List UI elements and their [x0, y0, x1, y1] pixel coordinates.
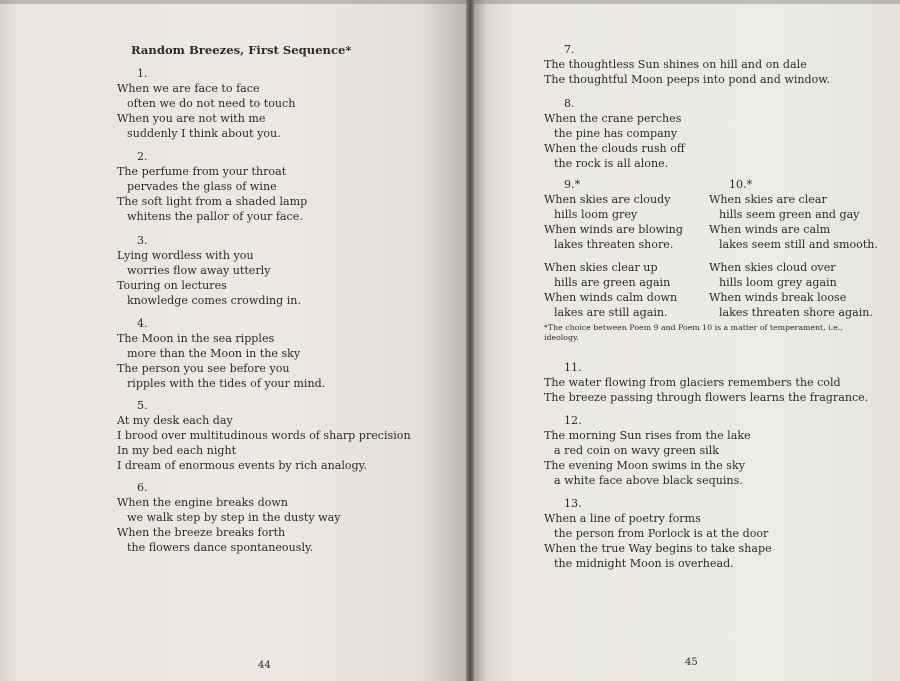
poem-1-number: 1. — [137, 67, 148, 80]
poem-line: the pine has company — [554, 127, 678, 140]
poem-line: hills loom grey — [554, 208, 638, 221]
poem-12-number: 12. — [564, 414, 582, 427]
poem-line: The thoughtless Sun shines on hill and on dale — [544, 58, 807, 71]
poem-line: The person you see before you — [117, 362, 290, 375]
poem-line: often we do not need to touch — [127, 97, 296, 110]
right-page — [474, 0, 900, 681]
poem-line: The perfume from your throat — [117, 165, 287, 178]
poem-8-number: 8. — [564, 97, 575, 110]
poem-line: the rock is all alone. — [554, 157, 669, 170]
footnote-line: ideology. — [544, 333, 579, 342]
poem-line: When you are not with me — [117, 112, 266, 125]
poem-line: When the true Way begins to take shape — [544, 542, 772, 555]
poem-line: the midnight Moon is overhead. — [554, 557, 734, 570]
poem-line: The breeze passing through flowers learns the fragrance. — [544, 391, 869, 404]
poem-line: pervades the glass of wine — [127, 180, 277, 193]
poem-line: Lying wordless with you — [117, 249, 254, 262]
poem-line: When the crane perches — [544, 112, 682, 125]
poem-10-number: 10.* — [729, 178, 753, 191]
poem-line: lakes seem still and smooth. — [719, 238, 878, 251]
poem-line: more than the Moon in the sky — [127, 347, 301, 360]
footnote-line: *The choice between Poem 9 and Poem 10 is a matter of temperament, i.e., — [544, 323, 843, 332]
poem-line: The Moon in the sea ripples — [117, 332, 275, 345]
page-number-right: 45 — [685, 657, 698, 668]
page-number-left: 44 — [258, 660, 271, 671]
poem-line: When a line of poetry forms — [544, 512, 701, 525]
poem-line: The evening Moon swims in the sky — [544, 459, 745, 472]
poem-line: The thoughtful Moon peeps into pond and window. — [544, 73, 831, 86]
poem-line: a white face above black sequins. — [554, 474, 743, 487]
poem-line: When winds break loose — [709, 291, 847, 304]
poem-line: I dream of enormous events by rich analogy. — [117, 459, 367, 472]
poem-line: we walk step by step in the dusty way — [127, 511, 341, 524]
poem-line: hills seem green and gay — [719, 208, 860, 221]
poem-line: lakes threaten shore. — [554, 238, 674, 251]
poem-line: hills loom grey again — [719, 276, 837, 289]
poem-line: I brood over multitudinous words of sharp precision — [117, 429, 411, 442]
poem-4-number: 4. — [137, 317, 148, 330]
poem-line: When winds are calm — [709, 223, 831, 236]
book-top-edge — [0, 0, 900, 4]
poem-line: When the clouds rush off — [544, 142, 685, 155]
poem-line: When winds calm down — [544, 291, 678, 304]
poem-line: knowledge comes crowding in. — [127, 294, 301, 307]
poem-line: When skies cloud over — [709, 261, 836, 274]
poem-line: worries flow away utterly — [127, 264, 271, 277]
poem-line: When winds are blowing — [544, 223, 683, 236]
poem-3-number: 3. — [137, 234, 148, 247]
poem-line: a red coin on wavy green silk — [554, 444, 719, 457]
poem-line: lakes are still again. — [554, 306, 668, 319]
poem-line: At my desk each day — [117, 414, 233, 427]
poem-line: Touring on lectures — [117, 279, 227, 292]
poem-line: When skies are cloudy — [544, 193, 671, 206]
poem-line: When the engine breaks down — [117, 496, 289, 509]
poem-13-number: 13. — [564, 497, 582, 510]
sequence-title: Random Breezes, First Sequence* — [131, 43, 352, 57]
poem-line: hills are green again — [554, 276, 671, 289]
poem-line: the person from Porlock is at the door — [554, 527, 769, 540]
poem-line: whitens the pallor of your face. — [127, 210, 303, 223]
poem-line: The soft light from a shaded lamp — [117, 195, 308, 208]
poem-9-number: 9.* — [564, 178, 581, 191]
poem-line: lakes threaten shore again. — [719, 306, 873, 319]
poem-line: the flowers dance spontaneously. — [127, 541, 314, 554]
poem-2-number: 2. — [137, 150, 148, 163]
poem-6-number: 6. — [137, 481, 148, 494]
poem-line: When skies clear up — [544, 261, 658, 274]
poem-line: When we are face to face — [117, 82, 260, 95]
poem-line: suddenly I think about you. — [127, 127, 281, 140]
poem-line: In my bed each night — [117, 444, 237, 457]
poem-line: The water flowing from glaciers remembers the cold — [544, 376, 841, 389]
poem-line: When skies are clear — [709, 193, 827, 206]
poem-5-number: 5. — [137, 399, 148, 412]
poem-11-number: 11. — [564, 361, 582, 374]
poem-line: When the breeze breaks forth — [117, 526, 286, 539]
poem-line: ripples with the tides of your mind. — [127, 377, 326, 390]
poem-line: The morning Sun rises from the lake — [544, 429, 751, 442]
poem-7-number: 7. — [564, 43, 575, 56]
